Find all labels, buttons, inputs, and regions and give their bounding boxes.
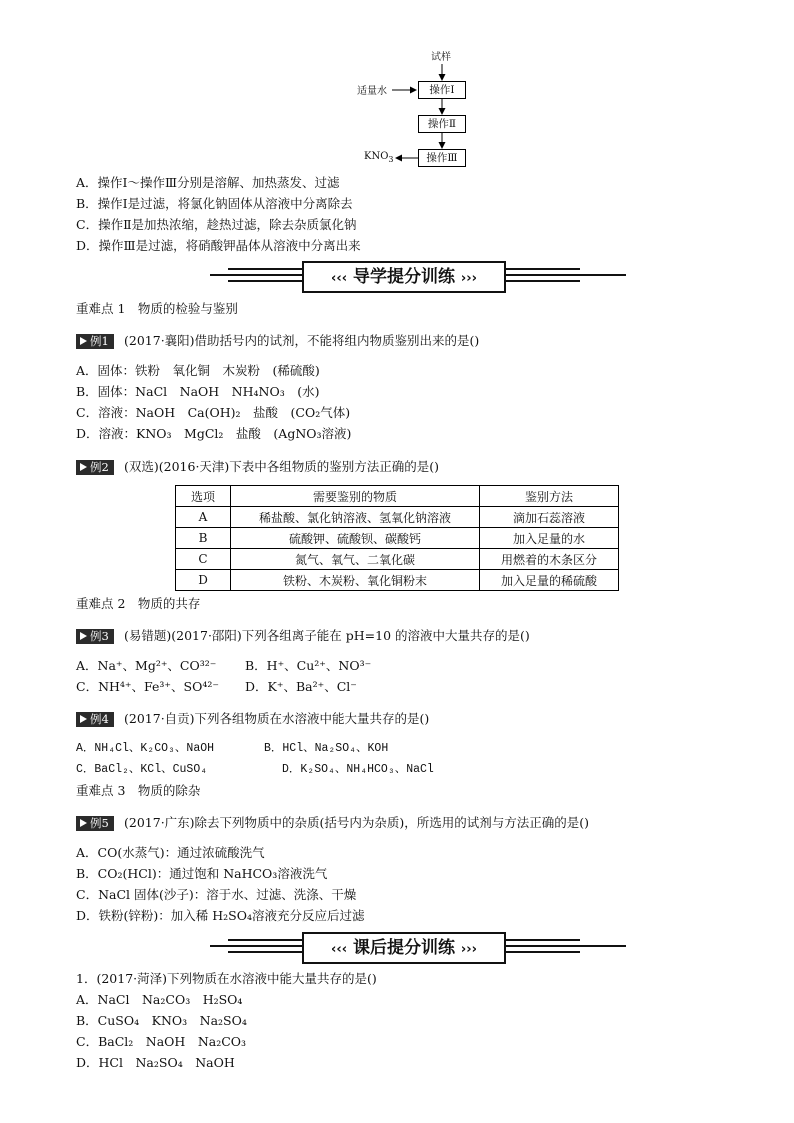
play-icon: [80, 632, 87, 640]
example-5-stem: 例5 (2017·广东)除去下列物质中的杂质(括号内为杂质)，所选用的试剂与方法正确的是(): [76, 814, 589, 832]
example-1-option-c: C．溶液：NaOH Ca(OH)₂ 盐酸 (CO₂气体): [76, 405, 351, 420]
example-3-option-a: A．Na⁺、Mg²⁺、CO³²⁻: [76, 658, 217, 673]
example-4-option-a: A．NH₄Cl、K₂CO₃、NaOH: [76, 742, 215, 755]
table-cell: 稀盐酸、氯化钠溶液、氢氧化钠溶液: [231, 507, 480, 528]
flow-water-label: 适量水: [357, 86, 387, 97]
table-row: [176, 549, 619, 570]
example-1-stem: 例1 (2017·襄阳)借助括号内的试剂，不能将组内物质鉴别出来的是(): [76, 332, 479, 350]
example-4-option-c: C．BaCl₂、KCl、CuSO₄: [76, 763, 208, 776]
example-5-option-a: A．CO(水蒸气)：通过浓硫酸洗气: [76, 845, 265, 860]
table-cell: A: [176, 507, 231, 528]
flow-op3-box: 操作Ⅲ: [418, 149, 466, 167]
example-3-option-c: C．NH⁴⁺、Fe³⁺、SO⁴²⁻: [76, 679, 219, 694]
table-cell: 加入足量的水: [480, 528, 619, 549]
play-icon: [80, 463, 87, 471]
flow-sample-label: 试样: [431, 52, 451, 63]
table-cell: D: [176, 570, 231, 591]
identification-table: [175, 485, 619, 591]
table-row: [176, 570, 619, 591]
banner-title: 导学提分训练: [353, 267, 455, 287]
flow-product-label: $KNO_3$: [364, 151, 394, 164]
example-5-option-d: D．铁粉(锌粉)：加入稀 H₂SO₄溶液充分反应后过滤: [76, 908, 365, 923]
table-header-row: [176, 486, 619, 507]
table-row: [176, 507, 619, 528]
example-3-stem: 例3 (易错题)(2017·邵阳)下列各组离子能在 pH=10 的溶液中大量共存的是(): [76, 627, 530, 645]
flowchart-connectors: [0, 0, 794, 175]
example-1-option-d: D．溶液：KNO₃ MgCl₂ 盐酸 (AgNO₃溶液): [76, 426, 352, 441]
table-header-cell: 选项: [176, 486, 231, 507]
prev-option-d: D．操作Ⅲ是过滤，将硝酸钾晶体从溶液中分离出来: [76, 238, 361, 253]
banner-after-class-training: ‹‹‹ 课后提分训练 ›››: [210, 932, 630, 962]
table-cell: 硫酸钾、硫酸钡、碳酸钙: [231, 528, 480, 549]
example-1-option-b: B．固体：NaCl NaOH NH₄NO₃ (水): [76, 384, 320, 399]
flow-op2-box: 操作Ⅱ: [418, 115, 466, 133]
play-icon: [80, 819, 87, 827]
example-badge: 例5: [76, 816, 114, 831]
question-1-option-d: D．HCl Na₂SO₄ NaOH: [76, 1055, 235, 1070]
table-cell: 氮气、氧气、二氧化碳: [231, 549, 480, 570]
prev-option-c: C．操作Ⅱ是加热浓缩，趁热过滤，除去杂质氯化钠: [76, 217, 357, 232]
question-1-stem: 1．(2017·菏泽)下列物质在水溶液中能大量共存的是(): [76, 971, 377, 986]
example-5-option-c: C．NaCl 固体(沙子)：溶于水、过滤、洗涤、干燥: [76, 887, 357, 902]
section-title: 重难点 3 物质的除杂: [76, 783, 201, 798]
example-3-option-b: B．H⁺、Cu²⁺、NO³⁻: [245, 658, 372, 673]
table-cell: C: [176, 549, 231, 570]
example-3-option-d: D．K⁺、Ba²⁺、Cl⁻: [245, 679, 357, 694]
table-cell: 加入足量的稀硫酸: [480, 570, 619, 591]
example-5-option-b: B．CO₂(HCl)：通过饱和 NaHCO₃溶液洗气: [76, 866, 328, 881]
example-badge: 例1: [76, 334, 114, 349]
example-4-option-d: D．K₂SO₄、NH₄HCO₃、NaCl: [282, 763, 434, 776]
table-cell: 滴加石蕊溶液: [480, 507, 619, 528]
table-cell: B: [176, 528, 231, 549]
play-icon: [80, 715, 87, 723]
section-title: 重难点 2 物质的共存: [76, 596, 201, 611]
table-header-cell: 鉴别方法: [480, 486, 619, 507]
example-badge: 例4: [76, 712, 114, 727]
table-header-cell: 需要鉴别的物质: [231, 486, 480, 507]
banner-title: 课后提分训练: [353, 938, 455, 958]
question-1-option-b: B．CuSO₄ KNO₃ Na₂SO₄: [76, 1013, 247, 1028]
example-badge: 例2: [76, 460, 114, 475]
example-badge: 例3: [76, 629, 114, 644]
flow-op1-box: 操作Ⅰ: [418, 81, 466, 99]
example-4-option-b: B．HCl、Na₂SO₄、KOH: [264, 742, 389, 755]
banner-guided-training: ‹‹‹ 导学提分训练 ›››: [210, 261, 630, 291]
table-cell: 铁粉、木炭粉、氧化铜粉末: [231, 570, 480, 591]
example-1-option-a: A．固体：铁粉 氧化铜 木炭粉 (稀硫酸): [76, 363, 320, 378]
question-1-option-a: A．NaCl Na₂CO₃ H₂SO₄: [76, 992, 243, 1007]
prev-option-b: B．操作Ⅰ是过滤，将氯化钠固体从溶液中分离除去: [76, 196, 353, 211]
section-title: 重难点 1 物质的检验与鉴别: [76, 301, 238, 316]
question-1-option-c: C．BaCl₂ NaOH Na₂CO₃: [76, 1034, 247, 1049]
example-4-stem: 例4 (2017·自贡)下列各组物质在水溶液中能大量共存的是(): [76, 710, 429, 728]
table-row: [176, 528, 619, 549]
table-cell: 用燃着的木条区分: [480, 549, 619, 570]
play-icon: [80, 337, 87, 345]
prev-option-a: A．操作Ⅰ～操作Ⅲ分别是溶解、加热蒸发、过滤: [76, 175, 340, 190]
example-2-stem: 例2 (双选)(2016·天津)下表中各组物质的鉴别方法正确的是(): [76, 458, 439, 476]
